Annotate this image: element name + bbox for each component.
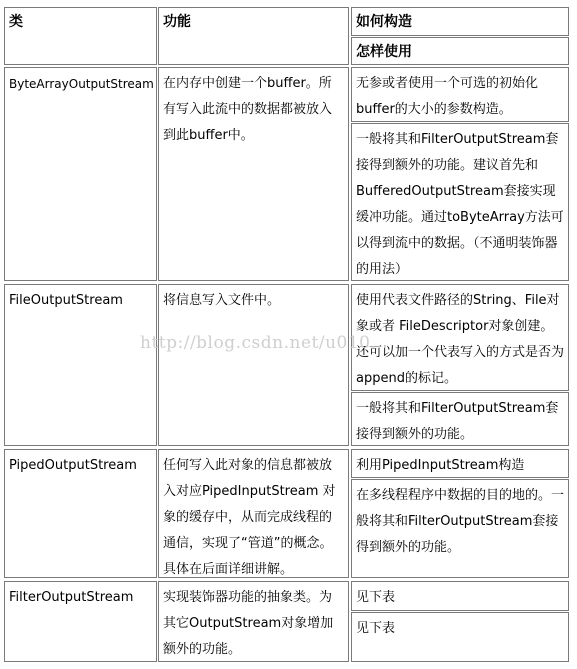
- function-cell: 实现装饰器功能的抽象类。为其它OutputStream对象增加额外的功能。: [158, 581, 349, 662]
- watermark: http://blog.csdn.net/u010...: [140, 333, 389, 353]
- construct-cell: 利用PipedInputStream构造: [351, 449, 569, 478]
- class-cell: FilterOutputStream: [4, 581, 157, 662]
- function-cell: 在内存中创建一个buffer。所有写入此流中的数据都被放入到此buffer中。: [158, 67, 349, 281]
- class-cell: FileOutputStream: [4, 284, 157, 446]
- header-function: 功能: [158, 7, 349, 65]
- header-construct: 如何构造: [351, 7, 569, 36]
- usage-cell: 一般将其和FilterOutputStream套接得到额外的功能。: [351, 392, 569, 446]
- construct-cell: 无参或者使用一个可选的初始化buffer的大小的参数构造。: [351, 67, 569, 122]
- usage-cell: 在多线程程序中数据的目的地的。一般将其和FilterOutputStream套接得到额外的功能。: [351, 479, 569, 578]
- usage-cell: 见下表: [351, 612, 569, 662]
- class-cell: PipedOutputStream: [4, 449, 157, 578]
- header-usage: 怎样使用: [351, 37, 569, 65]
- header-class: 类: [4, 7, 157, 65]
- construct-cell: 使用代表文件路径的String、File对象或者 FileDescriptor对象创建。还可以加一个代表写入的方式是否为append的标记。: [351, 284, 569, 391]
- function-cell: 任何写入此对象的信息都被放入对应PipedInputStream 对象的缓存中，从而完成线程的通信，实现了“管道”的概念。具体在后面详细讲解。: [158, 449, 349, 578]
- class-cell: ByteArrayOutputStream: [4, 67, 157, 281]
- function-cell: 将信息写入文件中。: [158, 284, 349, 446]
- usage-cell: 一般将其和FilterOutputStream套接得到额外的功能。建议首先和BufferedOutputStream套接实现缓冲功能。通过toByteArray方法可以得到流中的数据。（不通明装饰器的用法）: [351, 123, 569, 281]
- construct-cell: 见下表: [351, 581, 569, 611]
